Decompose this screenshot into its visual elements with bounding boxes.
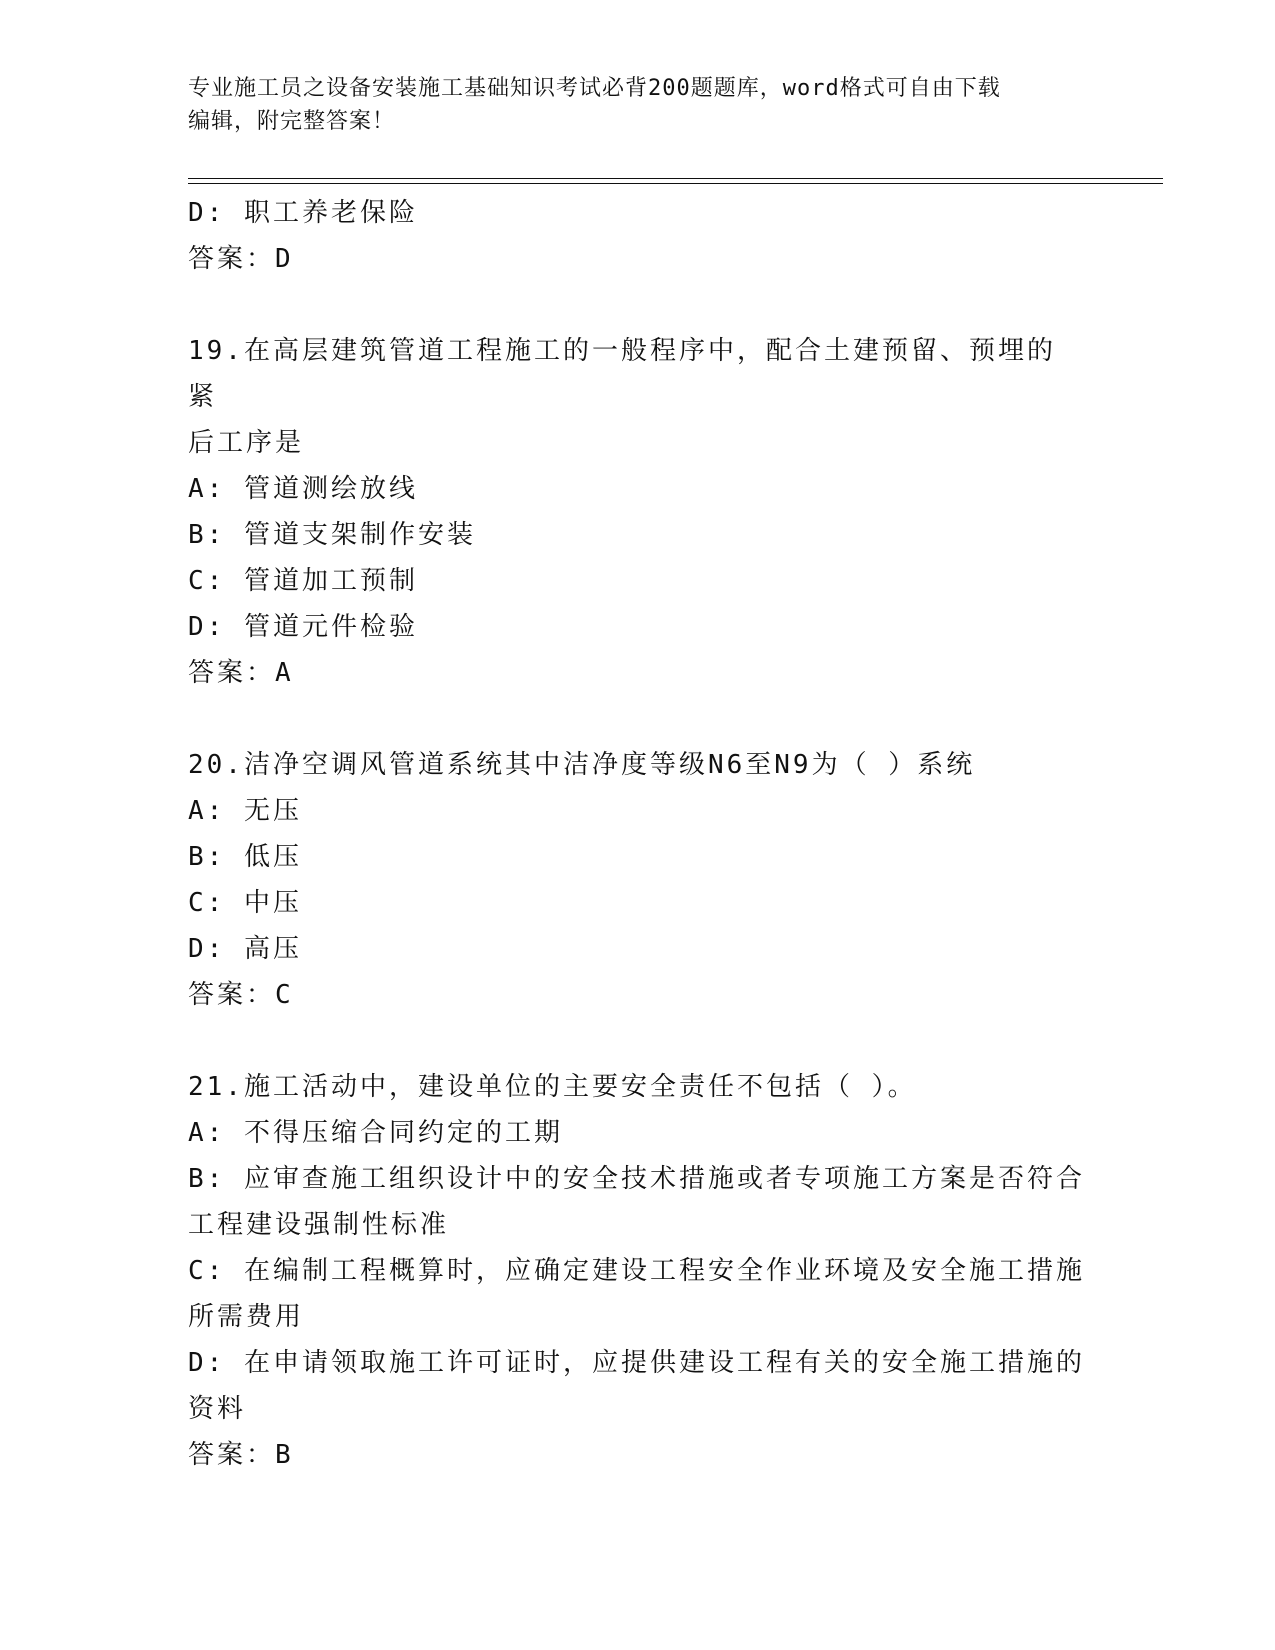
option-b: B: 低压 xyxy=(188,842,302,872)
option-c: C: 中压 xyxy=(188,888,302,918)
question-21 xyxy=(188,1064,1088,1478)
answer-line: 答案：B xyxy=(188,1440,294,1470)
question-20 xyxy=(188,742,1088,1018)
question-text-line-2: 后工序是 xyxy=(188,428,305,458)
header-rule-bottom xyxy=(188,183,1163,184)
option-c-line-2: 所需费用 xyxy=(188,1302,305,1332)
previous-question-tail xyxy=(188,190,1088,282)
header-line-2: 编辑，附完整答案！ xyxy=(188,109,396,134)
option-d: D: 高压 xyxy=(188,934,302,964)
option-d: D: 管道元件检验 xyxy=(188,612,418,642)
question-text-line-1: 20.洁净空调风管道系统其中洁净度等级N6至N9为（ ）系统 xyxy=(188,750,976,780)
question-text-line-1: 19.在高层建筑管道工程施工的一般程序中，配合土建预留、预埋的紧 xyxy=(188,336,1056,412)
option-a: A: 管道测绘放线 xyxy=(188,474,418,504)
option-c: C: 管道加工预制 xyxy=(188,566,418,596)
question-19 xyxy=(188,328,1088,696)
answer-line: 答案：D xyxy=(188,244,294,274)
document-header xyxy=(188,72,1068,138)
option-a: A: 不得压缩合同约定的工期 xyxy=(188,1118,563,1148)
option-b-line-2: 工程建设强制性标准 xyxy=(188,1210,450,1240)
header-rule-top xyxy=(188,178,1163,179)
option-b-line-1: B: 应审查施工组织设计中的安全技术措施或者专项施工方案是否符合 xyxy=(188,1164,1085,1194)
option-b: B: 管道支架制作安装 xyxy=(188,520,476,550)
answer-line: 答案：C xyxy=(188,980,294,1010)
option-a: A: 无压 xyxy=(188,796,302,826)
option-d-line-1: D: 在申请领取施工许可证时，应提供建设工程有关的安全施工措施的 xyxy=(188,1348,1085,1378)
option-d: D: 职工养老保险 xyxy=(188,198,418,228)
header-line-1: 专业施工员之设备安装施工基础知识考试必背200题题库，word格式可自由下载 xyxy=(188,76,1001,101)
answer-line: 答案：A xyxy=(188,658,294,688)
option-d-line-2: 资料 xyxy=(188,1394,247,1424)
question-text-line-1: 21.施工活动中，建设单位的主要安全责任不包括（ ）。 xyxy=(188,1072,917,1102)
option-c-line-1: C: 在编制工程概算时，应确定建设工程安全作业环境及安全施工措施 xyxy=(188,1256,1085,1286)
question-content xyxy=(188,190,1088,1478)
